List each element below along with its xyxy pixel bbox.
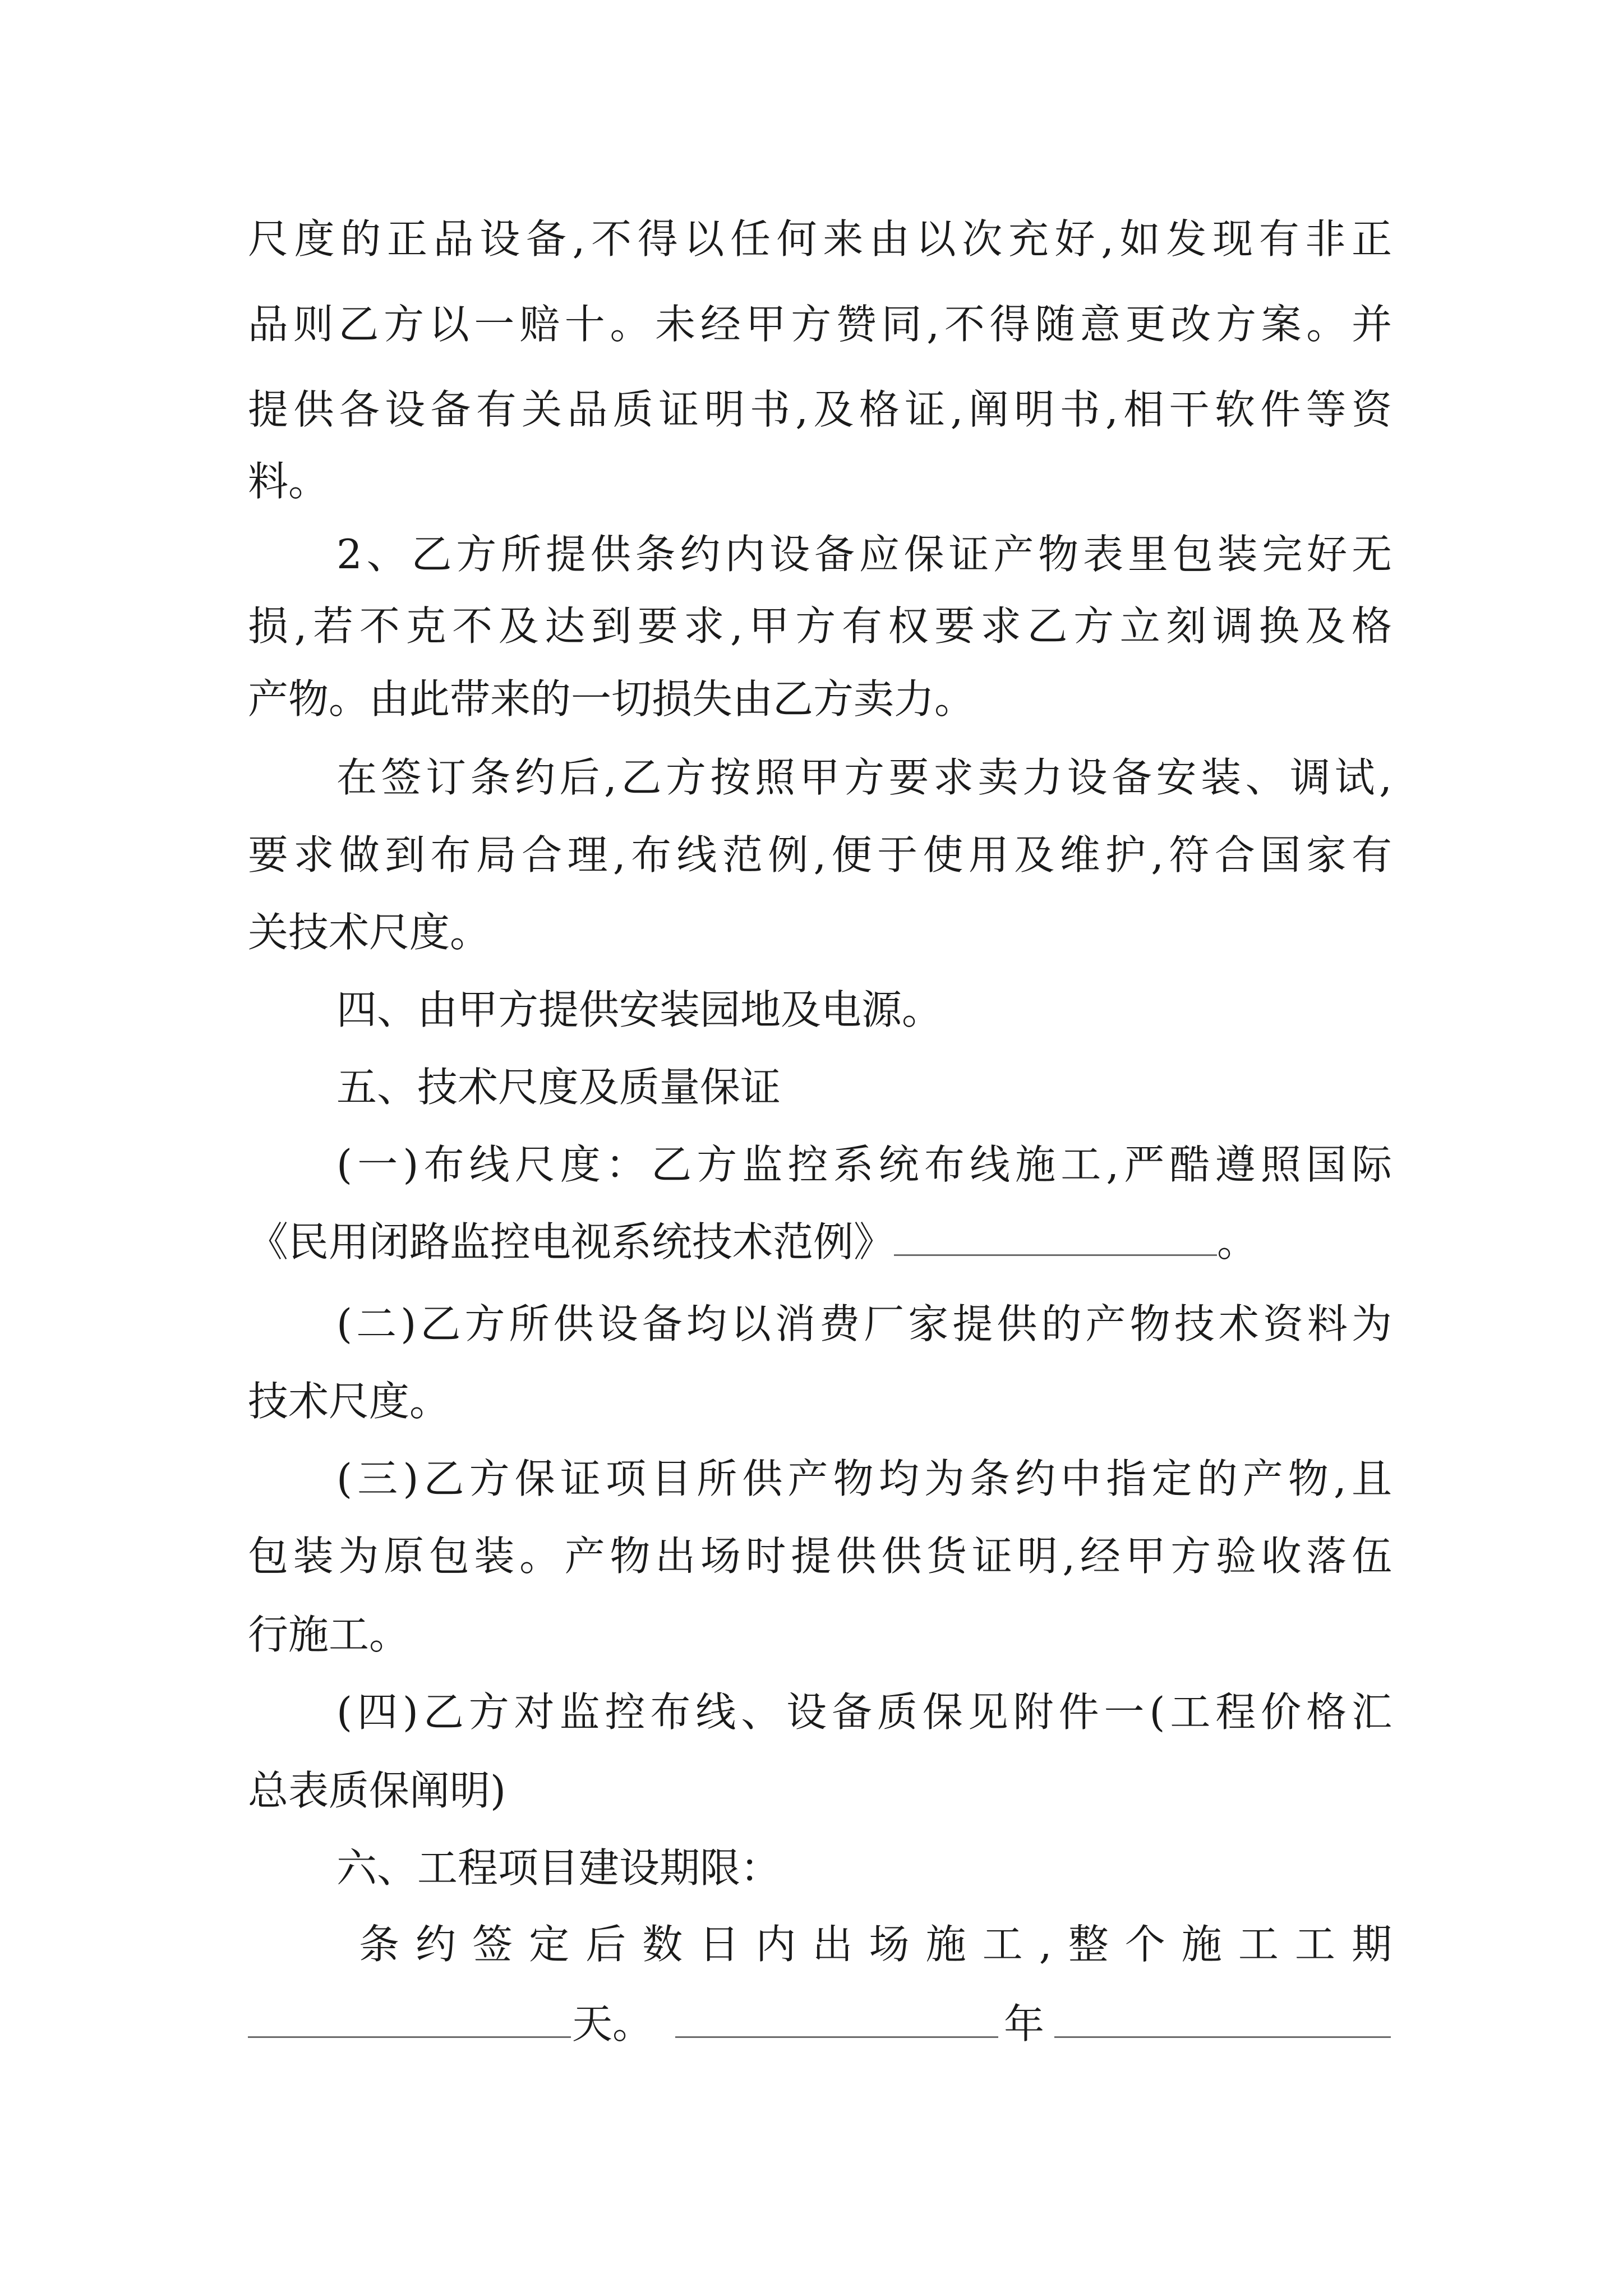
paragraph-line: 产物。由此带来的一切损失由乙方卖力。	[248, 675, 975, 723]
paragraph-line: 料。	[248, 458, 329, 505]
fill-blank	[248, 2036, 571, 2038]
paragraph-line: 损,若不克不及达到要求,甲方有权要求乙方立刻调换及格	[248, 602, 1392, 650]
paragraph-line: 在签订条约后,乙方按照甲方要求卖力设备安装、调试,	[336, 754, 1392, 801]
fill-blank	[1054, 2036, 1391, 2038]
paragraph-line: 品则乙方以一赔十。未经甲方赞同,不得随意更改方案。并	[248, 301, 1392, 348]
paragraph-line: 尺度的正品设备,不得以任何来由以次充好,如发现有非正	[248, 215, 1392, 263]
paragraph-line: 2、乙方所提供条约内设备应保证产物表里包装完好无	[336, 531, 1392, 578]
section-heading: 六、工程项目建设期限：	[336, 1844, 781, 1892]
paragraph-line: (二)乙方所供设备均以消费厂家提供的产物技术资料为	[336, 1300, 1392, 1347]
section-heading: 五、技术尺度及质量保证	[336, 1064, 781, 1111]
paragraph-line: (三)乙方保证项目所供产物均为条约中指定的产物,且	[336, 1455, 1392, 1502]
paragraph-line: 包装为原包装。产物出场时提供供货证明,经甲方验收落伍	[248, 1533, 1392, 1580]
paragraph-line: 技术尺度。	[248, 1378, 450, 1425]
section-heading: 四、由甲方提供安装园地及电源。	[336, 986, 943, 1033]
paragraph-line: 提供各设备有关品质证明书,及格证,阐明书,相干软件等资	[248, 386, 1392, 433]
paragraph-line: 行施工。	[248, 1611, 410, 1658]
fill-blank	[894, 1215, 1217, 1256]
paragraph-line: (四)乙方对监控布线、设备质保见附件一(工程价格汇	[336, 1688, 1392, 1736]
paragraph-line: 天。	[572, 2000, 653, 2047]
paragraph-line: 总表质保阐明)	[248, 1767, 506, 1814]
sentence-end: 。	[1217, 1218, 1258, 1266]
paragraph-line: 年	[1004, 2000, 1045, 2047]
standard-name: 《民用闭路监控电视系统技术范例》	[248, 1218, 895, 1266]
paragraph-line: 要求做到布局合理,布线范例,便于使用及维护,符合国家有	[248, 831, 1392, 878]
paragraph-line	[248, 1215, 1392, 1269]
paragraph-line: 关技术尺度。	[248, 909, 491, 956]
paragraph-line: 条约签定后数日内出场施工,整个施工工期	[359, 1921, 1392, 1968]
fill-blank	[675, 2036, 998, 2038]
paragraph-line: (一)布线尺度：乙方监控系统布线施工,严酷遵照国际	[336, 1141, 1392, 1188]
